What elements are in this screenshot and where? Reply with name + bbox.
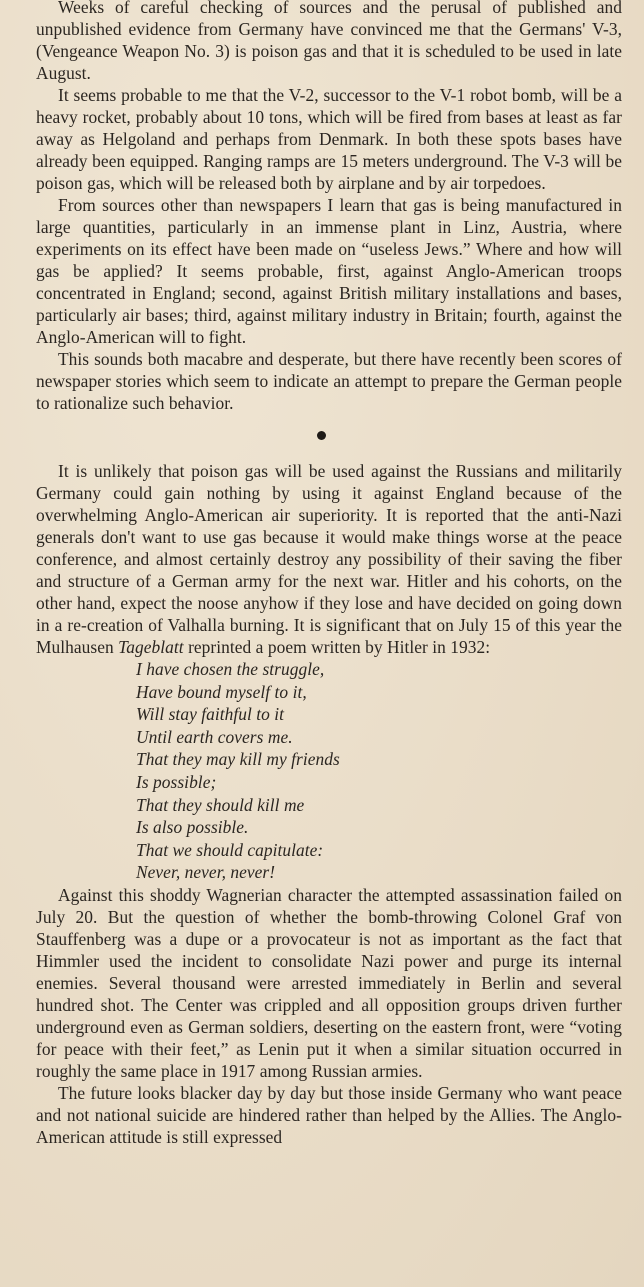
poem-line: Is also possible. [136,817,249,838]
poem-line: That they may kill my friends [136,749,340,770]
poem-line: Will stay faithful to it [136,704,285,725]
paragraph-gas-manufacture: From sources other than newspapers I learn that gas is being manufactured in large quantities, particularly in an immense plant in Linz, Austria, where experiments on its effect have been made on “useless Jews.” Where and how will gas be applied? It seems probable, first, against Anglo-American troops concentrated in England; second, against British military installations and bases, particularly air bases; third, against military industry in Britain; fourth, against the Anglo-American will to fight. [36,195,622,347]
article-page [36,0,622,1148]
poem-line: Never, never, never! [136,862,276,883]
bullet-separator-icon [317,431,326,440]
paragraph-gas-text-2: reprinted a poem written by Hitler in 1932: [183,637,491,657]
poem-line: Is possible; [136,771,217,792]
paragraph-v3-evidence: Weeks of careful checking of sources and the perusal of published and unpublished evidence from Germany have convinced me that the Germans' V-3, (Vengeance Weapon No. 3) is poison gas and that it is scheduled to be used in late August. [36,0,622,83]
poem-line: I have chosen the struggle, [136,659,325,679]
hitler-poem [136,658,622,884]
poem-line: Have bound myself to it, [136,681,307,702]
poem-line: That we should capitulate: [136,839,324,860]
paragraph-future: The future looks blacker day by day but those inside Germany who want peace and not national suicide are hindered rather than helped by the Allies. The Anglo-American attitude is still expressed [36,1082,622,1147]
paragraph-assassination: Against this shoddy Wagnerian character the attempted assassination failed on July 20. But the question of whether the bomb-throwing Colonel Graf von Stauffenberg was a dupe or a provocateur is not as important as the fact that Himmler used the incident to consolidate Nazi power and purge its internal enemies. Several thousand were arrested immediately in Berlin and several hundred shot. The Center was crippled and all opposition groups driven further underground even as German soldiers, deserting on the eastern front, were “voting for peace with their feet,” as Lenin put it when a similar situation occurred in roughly the same place in 1917 among Russian armies. [36,884,622,1081]
paragraph-gas-unlikely [36,460,622,658]
poem-line: Until earth covers me. [136,726,293,747]
newspaper-title: Tageblatt [118,637,184,657]
section-separator [36,414,622,460]
paragraph-v2-rocket: It seems probable to me that the V-2, successor to the V-1 robot bomb, will be a heavy rocket, probably about 10 tons, which will be fired from bases at least as far away as Helgoland and perhaps from Denmark. In both these spots bases have already been equipped. Ranging ramps are 15 meters underground. The V-3 will be poison gas, which will be released both by airplane and by air torpedoes. [36,85,622,193]
paragraph-gas-text-1: It is unlikely that poison gas will be used against the Russians and militarily Germany could gain nothing by using it against England because of the overwhelming Anglo-American air superiority. It is reported that the anti-Nazi generals don't want to use gas because it would make things worse at the peace conference, and almost certainly destroy any possibility of their saving the fiber and structure of a German army for the next war. Hitler and his cohorts, on the other hand, expect the noose anyhow if they lose and have decided on going down in a re-creation of Valhalla burning. It is significant that on July 15 of this year the Mulhausen [36,461,622,657]
paragraph-macabre: This sounds both macabre and desperate, but there have recently been scores of newspaper stories which seem to indicate an attempt to prepare the German people to rationalize such behavior. [36,349,622,413]
poem-line: That they should kill me [136,794,305,815]
